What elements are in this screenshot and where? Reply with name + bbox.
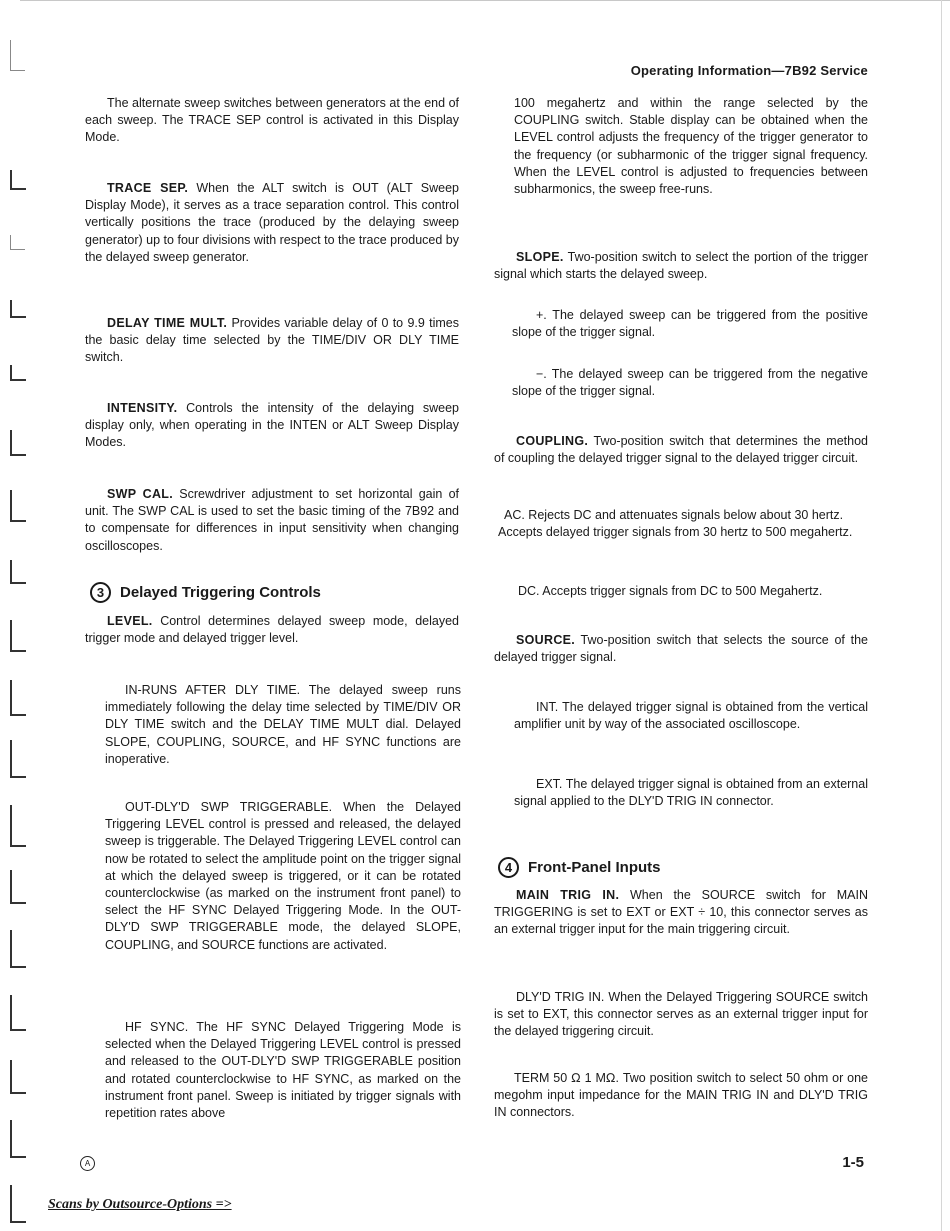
binding-mark [10,300,26,318]
paragraph-text [494,433,868,467]
coupling-text: Two-position switch that determines the method of coupling the delayed trigger signal to the delayed trigger circuit. [494,434,868,466]
binding-mark [10,680,26,716]
section-heading-front-panel-inputs [498,857,661,878]
paragraph-text: EXT. The delayed trigger signal is obtained from an external signal applied to the DLY'D TRIG IN connector. [514,777,868,809]
paragraph-text [85,315,459,367]
binding-mark [10,995,26,1031]
paragraph-text [494,632,868,666]
slope-text: Two-position switch to select the portion of the trigger signal which starts the delayed sweep. [494,250,868,282]
coupling-paragraph [494,433,868,467]
scan-credit-link[interactable]: Scans by Outsource-Options => [48,1197,232,1212]
intensity-text: Controls the intensity of the delaying sweep display only, when operating in the INTEN or ALT Sweep Display Modes. [85,401,459,450]
paragraph-text: AC. Rejects DC and attenuates signals below about 30 hertz. Accepts delayed trigger signals from 30 hertz to 500 megahertz. [498,508,853,540]
intensity-paragraph [85,400,459,452]
section-number-badge: 4 [498,857,519,878]
binding-mark [10,870,26,904]
int-paragraph [514,699,868,733]
paragraph-text: DLY'D TRIG IN. When the Delayed Triggering SOURCE switch is set to EXT, this connector serves as an external trigger input for the delayed triggering circuit. [494,990,868,1039]
paragraph-text: DC. Accepts trigger signals from DC to 500 Megahertz. [518,584,823,598]
binding-mark [10,430,26,456]
left-paragraph-alt-sweep [85,95,459,147]
binding-marks [0,20,40,1220]
in-runs-paragraph [105,682,461,768]
trace-sep-paragraph [85,180,459,266]
level-text: Control determines delayed sweep mode, delayed trigger mode and delayed trigger level. [85,614,459,646]
ac-paragraph [498,507,853,541]
binding-mark [10,930,26,968]
section-title: Delayed Triggering Controls [120,584,321,601]
paragraph-text [494,249,868,283]
paragraph-text: TERM 50 Ω 1 MΩ. Two position switch to select 50 ohm or one megohm input impedance for the MAIN TRIG IN and DLY'D TRIG IN connectors. [494,1071,868,1120]
hf-sync-paragraph [105,1019,461,1122]
swp-cal-label: SWP CAL. [107,487,174,501]
out-dlyd-paragraph [105,799,461,954]
paragraph-text: HF SYNC. The HF SYNC Delayed Triggering Mode is selected when the Delayed Triggering LEVEL control is pressed and released to the OUT-DLY'D SWP TRIGGERABLE position and rotated counterclockwise to HF SYNC, as marked on the instrument front panel. Sweep is initiated by trigger signals with repetition rates above [105,1020,461,1121]
binding-mark [10,490,26,522]
page-edge [941,0,950,1231]
paragraph-text: +. The delayed sweep can be triggered from the positive slope of the trigger signal. [512,308,868,340]
section-title: Front-Panel Inputs [528,859,661,876]
slope-minus-paragraph [512,366,868,400]
main-trig-in-paragraph [494,887,868,939]
paragraph-text: The alternate sweep switches between generators at the end of each sweep. The TRACE SEP control is activated in this Display Mode. [85,96,459,145]
binding-mark [10,740,26,778]
binding-mark [10,170,26,190]
footer-symbol: A [80,1156,95,1171]
paragraph-text: OUT-DLY'D SWP TRIGGERABLE. When the Delayed Triggering LEVEL control is pressed and released, the delayed sweep is triggerable. The Delayed Triggering LEVEL control can now be rotated to select the amplitude point on the trigger signal at which the delayed sweep is triggered, or it can be rotated counterclockwise (as marked on the instrument front panel) to select the HF SYNC Delayed Triggering Mode. In the OUT-DLY'D SWP TRIGGERABLE mode, the delayed SLOPE, COUPLING, and SOURCE functions are activated. [105,800,461,952]
binding-mark [10,805,26,847]
trace-sep-text: When the ALT switch is OUT (ALT Sweep Display Mode), it serves as a trace separation control. This control vertically positions the trace (produced by the delaying sweep generator) up to four divisions with respect to the trace produced by the delayed sweep generator. [85,181,459,264]
dc-paragraph [518,583,868,600]
paragraph-text: INT. The delayed trigger signal is obtained from the vertical amplifier unit by way of the associated oscilloscope. [514,700,868,732]
binding-mark [10,1185,26,1223]
delay-time-mult-paragraph [85,315,459,367]
main-trig-in-label: MAIN TRIG IN. [516,888,620,902]
top-rule [20,0,950,1]
delay-time-mult-label: DELAY TIME MULT. [107,316,228,330]
swp-cal-text: Screwdriver adjustment to set horizontal gain of unit. The SWP CAL is used to set the basic timing of the 7B92 and to compensate for differences in input sensitivity when changing oscilloscopes. [85,487,459,553]
source-text: Two-position switch that selects the source of the delayed trigger signal. [494,633,868,665]
swp-cal-paragraph [85,486,459,555]
term-paragraph [494,1070,868,1122]
trace-sep-label: TRACE SEP. [107,181,189,195]
level-label: LEVEL. [107,614,153,628]
binding-mark [10,365,26,381]
ext-paragraph [514,776,868,810]
dlyd-trig-in-paragraph [494,989,868,1041]
paragraph-text [85,400,459,452]
paragraph-text [85,486,459,555]
main-trig-in-text: When the SOURCE switch for MAIN TRIGGERING is set to EXT or EXT ÷ 10, this connector serves as an external trigger input for the main triggering circuit. [494,888,868,937]
source-paragraph [494,632,868,666]
slope-label: SLOPE. [516,250,564,264]
paragraph-text [85,613,459,647]
running-header: Operating Information—7B92 Service [630,63,868,78]
slope-paragraph [494,249,868,283]
slope-plus-paragraph [512,307,868,341]
level-paragraph [85,613,459,647]
section-number-badge: 3 [90,582,111,603]
binding-mark [10,620,26,652]
source-label: SOURCE. [516,633,576,647]
paragraph-text: 100 megahertz and within the range selected by the COUPLING switch. Stable display can be obtained when the LEVEL control adjusts the frequency of the trigger generator to the frequency (or subharmonic of the trigger signal frequency. When the LEVEL control is adjusted to frequencies between subharmonics, the sweep free-runs. [514,96,868,197]
binding-mark [10,235,25,250]
page-number: 1-5 [842,1154,864,1171]
right-continuation-paragraph [494,95,868,198]
paragraph-text [85,180,459,266]
intensity-label: INTENSITY. [107,401,178,415]
paragraph-text: IN-RUNS AFTER DLY TIME. The delayed sweep runs immediately following the delay time selected by TIME/DIV OR DLY TIME switch and the DELAY TIME MULT dial. Delayed SLOPE, COUPLING, SOURCE, and HF SYNC functions are inoperative. [105,683,461,766]
delay-time-mult-text: Provides variable delay of 0 to 9.9 times the basic delay time selected by the TIME/DIV OR DLY TIME switch. [85,316,459,365]
coupling-label: COUPLING. [516,434,589,448]
binding-mark [10,560,26,584]
paragraph-text [494,887,868,939]
binding-mark [10,1120,26,1158]
paragraph-text: −. The delayed sweep can be triggered from the negative slope of the trigger signal. [512,367,868,399]
binding-mark [10,40,25,71]
binding-mark [10,1060,26,1094]
section-heading-delayed-triggering [90,582,321,603]
